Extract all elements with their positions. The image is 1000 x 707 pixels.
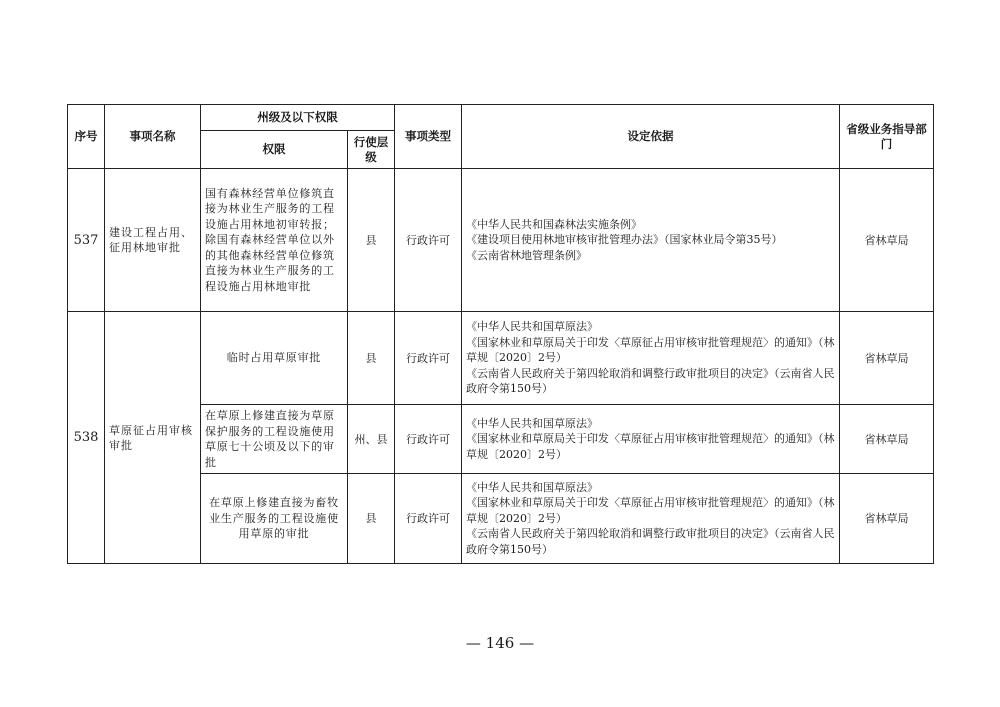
header-row-1: [68, 105, 934, 131]
basis-cell: [462, 405, 840, 474]
authority-cell: 在草原上修建直接为草原保护服务的工程设施使用草原七十公顷及以下的审批: [201, 405, 348, 474]
level-cell: 县: [348, 474, 395, 564]
authority-cell: 在草原上修建直接为畜牧业生产服务的工程设施使用草原的审批: [201, 474, 348, 564]
basis-line: 《国家林业和草原局关于印发〈草原征占用审核审批管理规范〉的通知》（林草规〔2020〕2号）: [466, 496, 835, 525]
level-cell: 县: [348, 312, 395, 405]
dept-cell: 省林草局: [840, 474, 934, 564]
item-name-cell: 建设工程占用、征用林地审批: [105, 169, 201, 312]
basis-line: 《中华人民共和国草原法》: [466, 416, 598, 430]
basis-line: 《云南省林地管理条例》: [466, 248, 587, 262]
header-authority: 权限: [201, 131, 348, 169]
header-seq: 序号: [68, 105, 105, 169]
basis-line: 《云南省人民政府关于第四轮取消和调整行政审批项目的决定》（云南省人民政府令第150号）: [466, 366, 835, 396]
type-cell: 行政许可: [395, 169, 462, 312]
header-basis: 设定依据: [462, 105, 840, 169]
dept-cell: 省林草局: [840, 169, 934, 312]
header-item-name: 事项名称: [105, 105, 201, 169]
item-name-cell: 草原征占用审核审批: [105, 312, 201, 564]
header-dept: 省级业务指导部门: [840, 105, 934, 169]
type-cell: 行政许可: [395, 474, 462, 564]
header-prefecture-group: 州级及以下权限: [201, 105, 395, 131]
approval-items-table: [67, 104, 934, 564]
table-row: [68, 169, 934, 312]
dept-cell: 省林草局: [840, 405, 934, 474]
header-exercise-level: 行使层级: [348, 131, 395, 169]
basis-line: 《中华人民共和国草原法》: [466, 320, 598, 334]
basis-cell: [462, 312, 840, 405]
basis-line: 《建设项目使用林地审核审批管理办法》（国家林业局令第35号）: [466, 233, 783, 247]
header-item-type: 事项类型: [395, 105, 462, 169]
page-number: — 146 —: [465, 634, 535, 652]
level-cell: 州、县: [348, 405, 395, 474]
basis-line: 《中华人民共和国草原法》: [466, 480, 598, 494]
basis-line: 《云南省人民政府关于第四轮取消和调整行政审批项目的决定》（云南省人民政府令第150号）: [466, 527, 835, 556]
basis-line: 《中华人民共和国森林法实施条例》: [466, 217, 642, 231]
seq-cell: 537: [68, 169, 105, 312]
basis-line: 《国家林业和草原局关于印发〈草原征占用审核审批管理规范〉的通知》（林草规〔2020〕2号）: [466, 432, 835, 461]
table-row: [68, 312, 934, 405]
seq-cell: 538: [68, 312, 105, 564]
authority-cell: 国有森林经营单位修筑直接为林业生产服务的工程设施占用林地初审转报；除国有森林经营单位以外的其他森林经营单位修筑直接为林业生产服务的工程设施占用林地审批: [201, 169, 348, 312]
basis-cell: [462, 474, 840, 564]
type-cell: 行政许可: [395, 405, 462, 474]
level-cell: 县: [348, 169, 395, 312]
type-cell: 行政许可: [395, 312, 462, 405]
authority-cell: 临时占用草原审批: [201, 312, 348, 405]
basis-line: 《国家林业和草原局关于印发〈草原征占用审核审批管理规范〉的通知》（林草规〔2020〕2号）: [466, 335, 835, 365]
basis-cell: [462, 169, 840, 312]
dept-cell: 省林草局: [840, 312, 934, 405]
